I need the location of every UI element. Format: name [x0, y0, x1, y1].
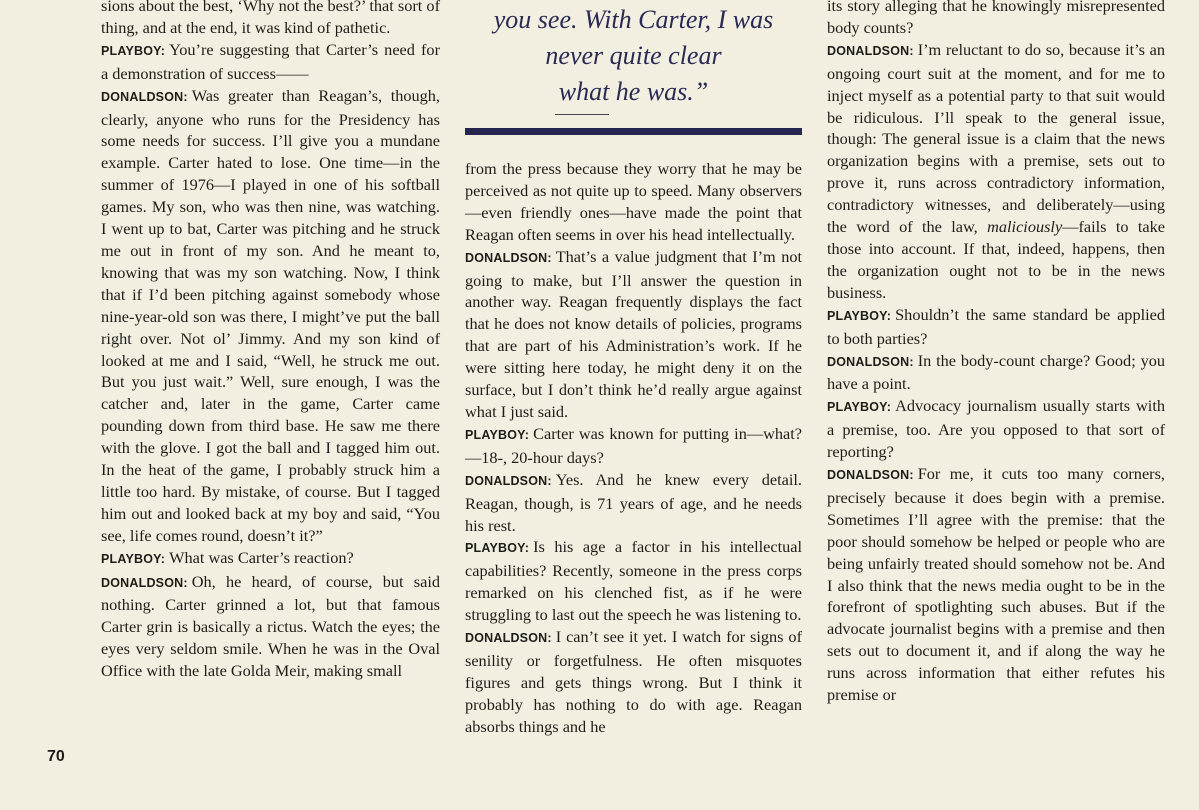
- paragraph-text: Yes. And he knew every detail. Reagan, though, is 71 years of age, and he needs his rest.: [465, 469, 802, 535]
- paragraph: [827, 304, 1165, 350]
- paragraph: [101, 85, 440, 547]
- paragraph: [827, 0, 1165, 39]
- paragraph-text: Shouldn’t the same standard be applied to both parties?: [827, 304, 1165, 348]
- paragraph: [827, 39, 1165, 304]
- column-middle: [465, 158, 802, 738]
- pull-quote-underline: [555, 114, 609, 115]
- paragraph: [465, 158, 802, 246]
- paragraph: [465, 423, 802, 469]
- paragraph: [101, 0, 440, 39]
- speaker-label: DONALDSON:: [465, 631, 552, 646]
- paragraph: [465, 246, 802, 423]
- speaker-label: DONALDSON:: [465, 250, 552, 265]
- paragraph-text-tail: —fails to take those into account. If that, indeed, happens, then the organization ought not to be in the news business.: [827, 217, 1165, 302]
- speaker-label: DONALDSON:: [827, 468, 914, 483]
- speaker-label: PLAYBOY:: [465, 427, 530, 442]
- speaker-label: PLAYBOY:: [101, 43, 166, 58]
- paragraph: [827, 463, 1165, 706]
- pull-quote-line: never quite clear: [545, 41, 722, 70]
- paragraph-text: You’re suggesting that Carter’s need for a demonstration of success——: [101, 39, 440, 83]
- emphasis-text: maliciously: [987, 217, 1063, 237]
- paragraph-text: sions about the best, ‘Why not the best?’ that sort of thing, and at the end, it was kind of pathetic.: [101, 0, 440, 37]
- paragraph: [101, 547, 440, 571]
- paragraph-text: Oh, he heard, of course, but said nothing. Carter grinned a lot, but that famous Carter grin is basically a rictus. Watch the eyes; the eyes very seldom smile. When he was in the Oval Office with the late Golda Meir, making small: [101, 571, 440, 681]
- speaker-label: PLAYBOY:: [827, 400, 892, 415]
- paragraph-text: from the press because they worry that he may be perceived as not quite up to speed. Many observers—even friendly ones—have made the point that Reagan often seems in over his head intellectually.: [465, 159, 802, 244]
- paragraph: [465, 469, 802, 537]
- paragraph-text: That’s a value judgment that I’m not going to make, but I’ll answer the question in another way. Reagan frequently displays the fact that he does not know details of policies, programs that are part of his Administration’s work. If he were sitting here today, he might deny it on the surface, but I don’t think he’d really argue against what I just said.: [465, 246, 802, 421]
- speaker-label: DONALDSON:: [101, 575, 188, 590]
- pull-quote-line: what he was.”: [558, 77, 709, 106]
- paragraph-text: In the body-count charge? Good; you have a point.: [827, 350, 1165, 394]
- paragraph: [101, 39, 440, 85]
- speaker-label: PLAYBOY:: [827, 308, 892, 323]
- pull-quote: [465, 0, 802, 130]
- paragraph-text: Carter was known for putting in—what?—18-, 20-hour days?: [465, 423, 802, 467]
- speaker-label: PLAYBOY:: [465, 541, 530, 556]
- paragraph-text: What was Carter’s reaction?: [169, 547, 354, 567]
- pull-quote-line: you see. With Carter, I was: [493, 5, 774, 34]
- pull-quote-rule: [465, 128, 802, 135]
- paragraph: [465, 536, 802, 626]
- paragraph-text: For me, it cuts too many corners, precisely because it does begin with a premise. Sometimes I’ll agree with the premise: that the poor should somehow be helped or people who are being unfairly treated should somehow not be. And I also think that the news media ought to be in the forefront of spotlighting such abuses. But if the advocate journalist begins with a premise and then sets out to document it, and if along the way he runs across information that either refutes his premise or: [827, 464, 1165, 705]
- paragraph: [827, 350, 1165, 396]
- paragraph: [465, 626, 802, 738]
- paragraph: [827, 395, 1165, 463]
- paragraph-text: I can’t see it yet. I watch for signs of senility or forgetfulness. He often misquotes figures and gets things wrong. But I think it probably has nothing to do with age. Reagan absorbs things and he: [465, 627, 802, 736]
- speaker-label: PLAYBOY:: [101, 551, 166, 566]
- column-left: [101, 0, 440, 682]
- speaker-label: DONALDSON:: [101, 89, 188, 104]
- speaker-label: DONALDSON:: [465, 473, 552, 488]
- page-number: 70: [47, 748, 65, 765]
- paragraph-text: Was greater than Reagan’s, though, clearly, anyone who runs for the Presidency has some needs for success. I’ll give you a mundane example. Carter hated to lose. One time—in the summer of 1976—I played in one of his softball games. My son, who was then nine, was watching. I went up to bat, Carter was pitching and he struck me out in front of my son. And he meant to, knowing that was my son watching. Now, I think that if I’d been pitching against somebody whose nine-year-old son was there, I might’ve put the ball right over. Not ol’ Jimmy. And my son kind of looked at me and I said, “Well, he struck me out. But you just wait.” Well, sure enough, I was the catcher and, later in the game, Carter came pounding down from third base. He saw me there with the glove. I got the ball and I tagged him out. In the heat of the game, I probably struck him a little too hard. By mistake, of course. But I tagged him out and looked back at my boy and said, “You see, life comes round, doesn’t it?”: [101, 85, 440, 545]
- column-right: [827, 0, 1165, 706]
- paragraph-text: Is his age a factor in his intellectual capabilities? Recently, someone in the press corps remarked on his clenched fist, as if he were struggling to last out the speech he was listening to.: [465, 537, 802, 625]
- paragraph-text: its story alleging that he knowingly misrepresented body counts?: [827, 0, 1165, 37]
- paragraph-text: I’m reluctant to do so, because it’s an ongoing court suit at the moment, and for me to inject myself as a potential party to that suit would be ridiculous. I’ll speak to the general issue, though: The general issue is a claim that the news organization begins with a premise, sets out to prove it, runs across contradictory information, contradictory witnesses, and deliberately—using the word of the law,: [827, 39, 1165, 237]
- speaker-label: DONALDSON:: [827, 43, 914, 58]
- paragraph-text: Advocacy journalism usually starts with a premise, too. Are you opposed to that sort of reporting?: [827, 396, 1165, 462]
- paragraph: [101, 571, 440, 683]
- speaker-label: DONALDSON:: [827, 354, 914, 369]
